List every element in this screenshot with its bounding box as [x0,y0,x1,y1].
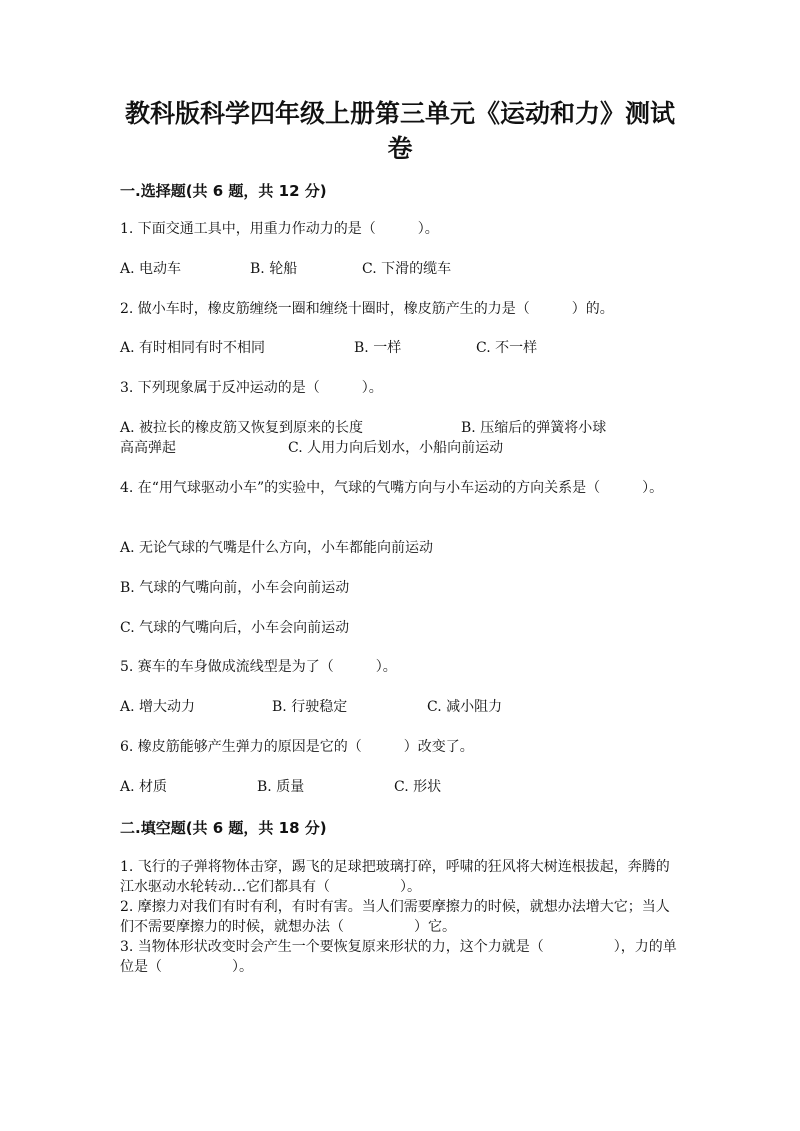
option-b: B. 行驶稳定 [272,699,348,715]
question-3-stem: 3. 下列现象属于反冲运动的是（ ）。 [120,380,383,396]
option-c: C. 形状 [394,779,442,795]
section-heading-choice: 一.选择题(共 6 题，共 12 分) [120,182,327,200]
question-2-options [120,338,537,358]
question-1-stem: 1. 下面交通工具中，用重力作动力的是（ ）。 [120,221,439,237]
option-a: A. 增大动力 [120,699,196,715]
question-5-options [120,697,502,717]
fill-question-3: 3. 当物体形状改变时会产生一个要恢复原来形状的力，这个力就是（ ），力的单位是（ ）。 [120,939,677,975]
exam-title: 教科版科学四年级上册第三单元《运动和力》测试卷 [124,99,675,163]
option-b: B. 质量 [257,779,305,795]
question-1-options [120,259,451,279]
question-4-option-b: B. 气球的气嘴向前，小车会向前运动 [120,580,350,596]
question-3-options-line-1: A. 被拉长的橡皮筋又恢复到原来的长度 B. 压缩后的弹簧将小球 [120,420,607,436]
question-4-option-a: A. 无论气球的气嘴是什么方向，小车都能向前运动 [120,540,434,556]
fill-question-1: 1. 飞行的子弹将物体击穿，踢飞的足球把玻璃打碎，呼啸的狂风将大树连根拔起，奔腾的江水驱动水轮转动…它们都具有（ ）。 [120,859,670,895]
option-a: A. 材质 [120,779,168,795]
question-6-stem: 6. 橡皮筋能够产生弹力的原因是它的（ ）改变了。 [120,739,474,755]
option-c: C. 不一样 [476,340,538,356]
option-a: A. 有时相同有时不相同 [120,340,266,356]
fill-question-2: 2. 摩擦力对我们有时有利，有时有害。当人们需要摩擦力的时候，就想办法增大它；当人们不需要摩擦力的时候，就想办法（ ）它。 [120,899,670,935]
question-4-stem: 4. 在“用气球驱动小车”的实验中，气球的气嘴方向与小车运动的方向关系是（ ）。 [120,480,664,496]
option-c: C. 减小阻力 [427,699,503,715]
option-b: B. 一样 [354,340,402,356]
question-3-options-line-2: 高高弹起 C. 人用力向后划水，小船向前运动 [120,440,504,456]
option-a: A. 电动车 [120,261,182,277]
question-5-stem: 5. 赛车的车身做成流线型是为了（ ）。 [120,659,397,675]
question-4-option-c: C. 气球的气嘴向后，小车会向前运动 [120,620,350,636]
option-b: B. 轮船 [250,261,298,277]
option-c: C. 下滑的缆车 [362,261,452,277]
section-heading-fill-in: 二.填空题(共 6 题，共 18 分) [120,819,327,837]
question-6-options [120,777,441,797]
question-2-stem: 2. 做小车时，橡皮筋缠绕一圈和缠绕十圈时，橡皮筋产生的力是（ ）的。 [120,301,614,317]
